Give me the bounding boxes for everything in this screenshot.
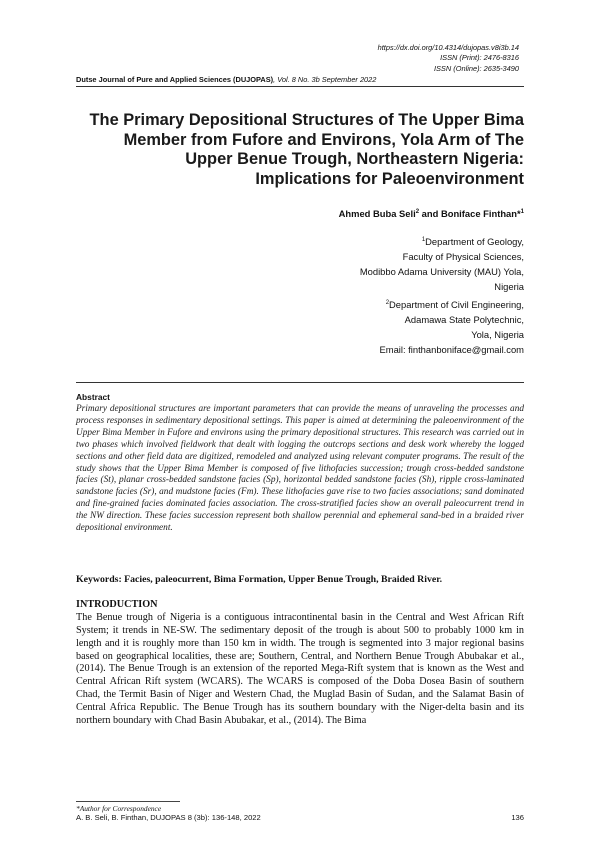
abstract-heading: Abstract: [76, 392, 110, 402]
affiliation-1: [360, 233, 524, 294]
abstract-divider: [76, 382, 524, 383]
page-number: 136: [511, 813, 524, 822]
title-line: Implications for Paleoenvironment: [255, 169, 524, 188]
footnote-divider: [76, 801, 180, 802]
footer-citation: A. B. Seli, B. Finthan, DUJOPAS 8 (3b): 136-148, 2022: [76, 813, 261, 822]
affiliation-line: Adamawa State Polytechnic,: [404, 313, 524, 325]
affiliation-mark: 1: [421, 237, 426, 243]
header-divider: [76, 86, 524, 87]
affiliation-line: Modibbo Adama University (MAU) Yola,: [359, 265, 524, 277]
journal-header: [76, 75, 536, 84]
affiliation-mark: 2: [385, 300, 390, 306]
paper-title: [76, 111, 524, 189]
author-list: [339, 208, 524, 219]
affiliation-line: Faculty of Physical Sciences,: [402, 250, 524, 262]
affiliation-line: Department of Geology,: [425, 236, 524, 248]
author-affiliation-mark: 1: [520, 208, 524, 215]
introduction-heading: INTRODUCTION: [76, 599, 158, 610]
journal-volume: , Vol. 8 No. 3b September 2022: [273, 75, 377, 84]
author-name: Boniface Finthan*: [440, 208, 521, 219]
correspondence-note: *Author for Correspondence: [76, 804, 162, 813]
introduction-text: The Benue trough of Nigeria is a contiguous intracontinental basin in the Central and West African Rift System; it trends in NE-SW. The sedimentary deposit of the trough is about 500 to probably 1000 km in length and it is roughly more than 150 km in width. The trough is segmented into 3 major regional basins based on geographical localities, these are; Southern, Central, and Northern Benue Trough Abubakar et al., (2014). The Benue Trough is an extension of the reported Mega-Rift system that is known as the West and Central African Rift system (WCARS). The WCARS is composed of the Doba Dosea Basin of southern Chad, the Termit Basin of Niger and Western Chad, the Muglad Basin of Sudan, and the Salamat Basin of Central Africa Republic. The Benue Trough has its southern boundary with the Niger-delta basin and its northern boundary with Chad Basin Abubakar, et al., (2014). The Bima: [76, 612, 524, 726]
author-name: Ahmed Buba Seli: [338, 208, 416, 219]
title-line: Upper Benue Trough, Northeastern Nigeria:: [185, 150, 524, 169]
title-line: The Primary Depositional Structures of The Upper Bima: [89, 111, 524, 129]
keywords: Keywords: Facies, paleocurrent, Bima Formation, Upper Benue Trough, Braided River.: [76, 574, 443, 585]
author-joiner: and: [419, 208, 441, 219]
affiliation-line: Yola, Nigeria: [471, 328, 524, 340]
author-email[interactable]: Email: finthanboniface@gmail.com: [379, 343, 524, 355]
abstract-text: Primary depositional structures are important parameters that can provide the means of unraveling the processes and process responses in sedimentary depositional settings. This paper is aimed at determining the paleoenvironment of the Upper Bima Member in Fufore and environs using the primary depositional structures. This research was carried out in two phases which involved fieldwork that dealt with logging the outcrops sections and desk work whereby the logged sections and other field data are digitized, remodeled and analyzed using relevant computer programs. The result of the study shows that the Upper Bima Member is composed of five lithofacies succession; trough cross-bedded sandstone facies (St), planar cross-bedded sandstone facies (Sp), horizontal bedded sandstone facies (Sh), ripple cross-laminated sandstone facies (Sr), and mudstone facies (Fm). These lithofacies gave rise to two facies associations; sand dominated and fine-grained facies dominated facies association. The cross-stratified facies show an overall paleocurrent trend in the NW direction. These facies succession represent both shallow perennial and ephemeral sand-bed in a braided river depositional environment.: [76, 404, 524, 534]
title-line: Member from Fufore and Environs, Yola Arm of The: [123, 130, 524, 149]
journal-name: Dutse Journal of Pure and Applied Sciences (DUJOPAS): [76, 75, 274, 84]
issn-print: ISSN (Print): 2476-8316: [440, 53, 519, 63]
author-affiliation-mark: 2: [415, 208, 420, 215]
issn-online: ISSN (Online): 2635-3490: [433, 63, 519, 73]
affiliation-line: Department of Civil Engineering,: [389, 299, 524, 311]
affiliation-2: [380, 296, 524, 357]
article-identifiers: [378, 43, 519, 74]
doi-link[interactable]: https://dx.doi.org/10.4314/dujopas.v8i3b.14: [377, 43, 519, 52]
affiliation-line: Nigeria: [494, 280, 524, 292]
